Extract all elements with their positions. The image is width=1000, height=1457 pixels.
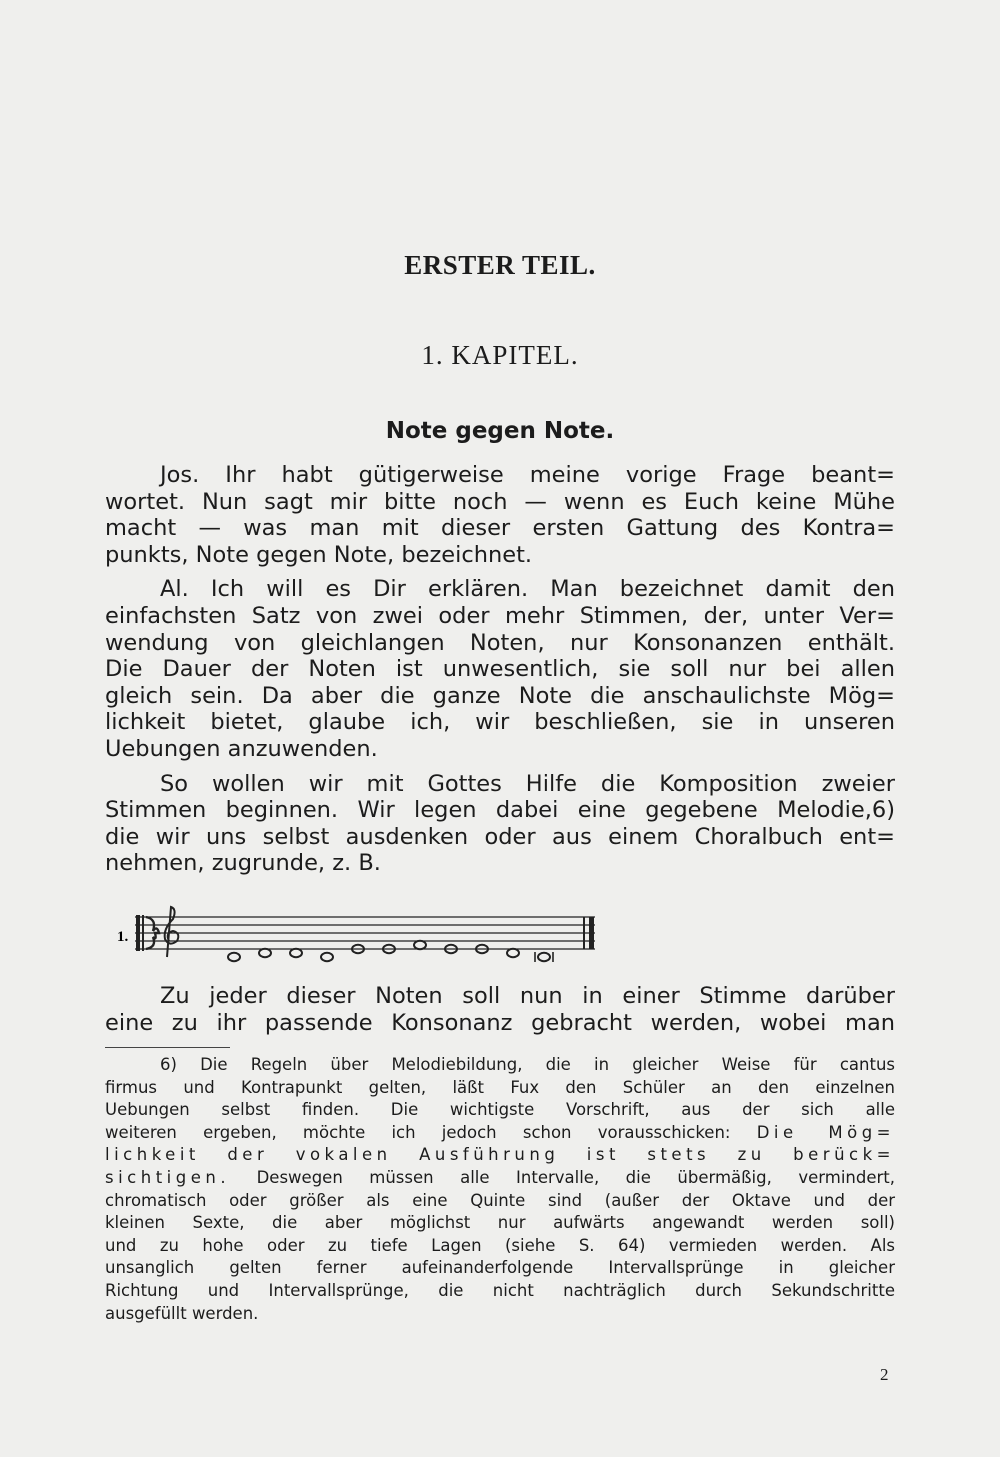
example-number: 1. bbox=[117, 929, 129, 945]
whole-note bbox=[228, 953, 240, 961]
text-line: Die Dauer der Noten ist unwesentlich, sie soll nur bei allen bbox=[105, 656, 895, 683]
text-line: lichkeit bietet, glaube ich, wir beschließen, sie in unseren bbox=[105, 709, 895, 736]
staff-lines bbox=[135, 917, 595, 949]
footnote-line: sichtigen. Deswegen müssen alle Intervalle, die übermäßig, vermindert, bbox=[105, 1167, 895, 1187]
text-line: die wir uns selbst ausdenken oder aus einem Choralbuch ent= bbox=[105, 823, 895, 850]
text-line: wortet. Nun sagt mir bitte noch — wenn es Euch keine Mühe bbox=[105, 488, 895, 515]
text-line: Al. Ich will es Dir erklären. Man bezeichnet damit den bbox=[160, 576, 895, 603]
notes bbox=[228, 941, 553, 962]
text-line: So wollen wir mit Gottes Hilfe die Komposition zweier bbox=[160, 770, 895, 797]
text-line: punkts, Note gegen Note, bezeichnet. bbox=[105, 541, 533, 568]
text-line: gleich sein. Da aber die ganze Note die anschaulichste Mög= bbox=[105, 682, 895, 709]
whole-note bbox=[290, 949, 302, 957]
whole-note bbox=[414, 941, 426, 949]
page-number: 2 bbox=[880, 1365, 889, 1384]
main-text bbox=[105, 462, 895, 877]
breve-note bbox=[535, 952, 553, 962]
emphasis-text: Die Mög= bbox=[756, 1122, 895, 1142]
footnote-line: kleinen Sexte, die aber möglichst nur aufwärts angewandt werden soll) bbox=[105, 1213, 895, 1233]
whole-note bbox=[321, 953, 333, 961]
main-text-continued bbox=[105, 983, 895, 1037]
footnote-line: unsanglich gelten ferner aufeinanderfolgende Intervallsprünge in gleicher bbox=[105, 1258, 895, 1278]
footnote-line: firmus und Kontrapunkt gelten, läßt Fux den Schüler an den einzelnen bbox=[105, 1077, 895, 1097]
whole-note bbox=[259, 949, 271, 957]
music-example bbox=[115, 905, 595, 967]
text-line: Uebungen anzuwenden. bbox=[105, 735, 378, 762]
footnote-line: und zu hohe oder zu tiefe Lagen (siehe S. 64) vermieden werden. Als bbox=[105, 1235, 895, 1255]
footnote-line: chromatisch oder größer als eine Quinte sind (außer der Oktave und der bbox=[105, 1190, 895, 1210]
footnote-line: 6) Die Regeln über Melodiebildung, die in gleicher Weise für cantus bbox=[160, 1055, 895, 1074]
footnote-line: ausgefüllt werden. bbox=[105, 1303, 259, 1323]
chapter-title: 1. KAPITEL. bbox=[421, 340, 579, 370]
footnote-line: lichkeit der vokalen Ausführung ist stets zu berück= bbox=[105, 1145, 895, 1165]
text-line: Zu jeder dieser Noten soll nun in einer Stimme darüber bbox=[160, 983, 895, 1009]
footnote-separator bbox=[105, 1047, 230, 1048]
footnote-line: Uebungen selbst finden. Die wichtigste Vorschrift, aus der sich alle bbox=[105, 1100, 895, 1120]
text-line: wendung von gleichlangen Noten, nur Konsonanzen enthält. bbox=[105, 629, 895, 656]
whole-note bbox=[507, 949, 519, 957]
text-line: Jos. Ihr habt gütigerweise meine vorige Frage beant= bbox=[160, 462, 895, 488]
text-line: macht — was man mit dieser ersten Gattung des Kontra= bbox=[105, 515, 895, 542]
text-line: einfachsten Satz von zwei oder mehr Stimmen, der, unter Ver= bbox=[105, 602, 895, 629]
text-line: nehmen, zugrunde, z. B. bbox=[105, 850, 381, 877]
footnote-line: Richtung und Intervallsprünge, die nicht nachträglich durch Sekundschritte bbox=[105, 1280, 895, 1300]
text-line: eine zu ihr passende Konsonanz gebracht werden, wobei man bbox=[105, 1010, 895, 1036]
emphasis-text: sichtigen. bbox=[105, 1167, 231, 1187]
section-title: Note gegen Note. bbox=[385, 418, 615, 444]
footnote-line: weiteren ergeben, möchte ich jedoch schon vorausschicken: Die Mög= bbox=[105, 1122, 895, 1142]
text-line: Stimmen beginnen. Wir legen dabei eine gegebene Melodie,6) bbox=[105, 797, 895, 824]
part-title: ERSTER TEIL. bbox=[404, 250, 596, 280]
footnote bbox=[105, 1054, 895, 1325]
